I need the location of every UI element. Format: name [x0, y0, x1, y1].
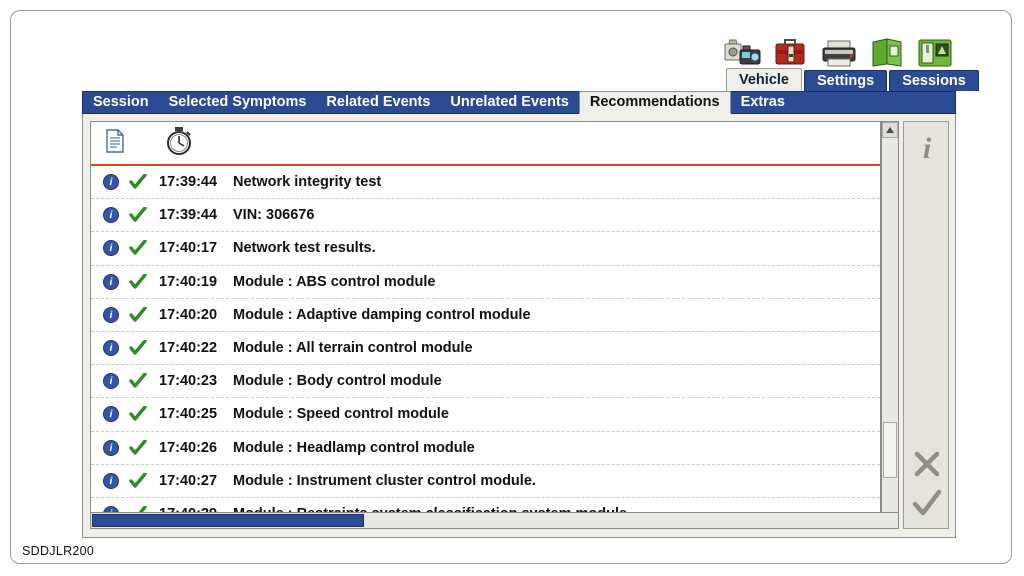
- row-time: 17:40:27: [159, 472, 218, 489]
- red-toolbox-icon[interactable]: [772, 30, 810, 70]
- check-icon: [129, 373, 147, 389]
- table-row[interactable]: [91, 232, 880, 265]
- vehicle-camera-icon[interactable]: [724, 30, 762, 70]
- info-icon: i: [103, 473, 119, 489]
- content-panel: [82, 114, 956, 538]
- check-icon: [129, 274, 147, 290]
- table-row[interactable]: [91, 465, 880, 498]
- info-icon: i: [103, 340, 119, 356]
- row-time: 17:40:17: [159, 240, 218, 257]
- tab-extras[interactable]: Extras: [740, 94, 785, 110]
- info-icon: i: [103, 406, 119, 422]
- horizontal-scrollbar[interactable]: [90, 512, 899, 529]
- info-icon: i: [103, 373, 119, 389]
- top-icon-strip: [724, 26, 954, 70]
- horizontal-scroll-thumb[interactable]: [92, 514, 364, 527]
- table-row[interactable]: [91, 332, 880, 365]
- info-icon: i: [103, 274, 119, 290]
- row-message: Module : Headlamp control module: [233, 439, 475, 456]
- row-time: 17:40:23: [159, 373, 218, 390]
- row-message: Network integrity test: [233, 174, 382, 191]
- log-row-list: [91, 166, 880, 529]
- scroll-up-button[interactable]: [882, 122, 898, 138]
- table-row[interactable]: [91, 398, 880, 431]
- row-message: Module : Adaptive damping control module: [233, 306, 531, 323]
- tab-vehicle[interactable]: Vehicle: [726, 68, 802, 91]
- table-row[interactable]: [91, 365, 880, 398]
- table-row[interactable]: [91, 432, 880, 465]
- row-message: Module : Speed control module: [233, 406, 449, 423]
- tab-recommendations[interactable]: Recommendations: [579, 91, 731, 114]
- cancel-button[interactable]: [910, 447, 944, 481]
- tab-selected-symptoms[interactable]: Selected Symptoms: [168, 94, 307, 110]
- info-glyph: i: [922, 132, 932, 165]
- green-book-icon[interactable]: [868, 30, 906, 70]
- document-icon[interactable]: [105, 129, 125, 158]
- cross-icon: [913, 450, 941, 478]
- tab-session[interactable]: Session: [93, 94, 149, 110]
- tab-sessions[interactable]: Sessions: [889, 70, 979, 91]
- tab-related-events[interactable]: Related Events: [326, 94, 431, 110]
- info-icon: i: [103, 174, 119, 190]
- vertical-scroll-thumb[interactable]: [883, 422, 897, 478]
- tab-unrelated-events[interactable]: Unrelated Events: [450, 94, 569, 110]
- row-time: 17:40:19: [159, 273, 218, 290]
- check-icon: [129, 307, 147, 323]
- printer-icon[interactable]: [820, 30, 858, 70]
- row-time: 17:40:22: [159, 340, 218, 357]
- row-message: Network test results.: [233, 240, 376, 257]
- chevron-up-icon: [886, 127, 894, 133]
- row-message: Module : ABS control module: [233, 273, 436, 290]
- info-icon: i: [103, 307, 119, 323]
- check-icon: [129, 406, 147, 422]
- row-message: VIN: 306676: [233, 207, 315, 224]
- vertical-scrollbar[interactable]: [881, 121, 899, 529]
- green-tools-icon[interactable]: [916, 30, 954, 70]
- table-row[interactable]: [91, 199, 880, 232]
- tick-icon: [912, 489, 942, 517]
- table-row[interactable]: [91, 166, 880, 199]
- tab-settings[interactable]: Settings: [804, 70, 887, 91]
- stopwatch-icon[interactable]: [165, 126, 193, 161]
- info-button[interactable]: [910, 132, 944, 166]
- check-icon: [129, 340, 147, 356]
- check-icon: [129, 440, 147, 456]
- info-icon: i: [103, 207, 119, 223]
- check-icon: [129, 207, 147, 223]
- log-listbox[interactable]: [90, 121, 881, 529]
- row-time: 17:39:44: [159, 207, 218, 224]
- list-toolbar: [91, 122, 880, 166]
- table-row[interactable]: [91, 299, 880, 332]
- side-button-strip: [903, 121, 949, 529]
- row-message: Module : Body control module: [233, 373, 442, 390]
- secondary-tab-bar: [82, 91, 956, 114]
- check-icon: [129, 240, 147, 256]
- row-message: Module : Instrument cluster control module.: [233, 472, 536, 489]
- info-icon: i: [103, 240, 119, 256]
- figure-caption: SDDJLR200: [22, 544, 95, 558]
- confirm-button[interactable]: [910, 486, 944, 520]
- row-time: 17:40:26: [159, 439, 218, 456]
- table-row[interactable]: [91, 266, 880, 299]
- row-time: 17:40:25: [159, 406, 218, 423]
- row-time: 17:39:44: [159, 174, 218, 191]
- row-message: Module : All terrain control module: [233, 340, 473, 357]
- row-time: 17:40:20: [159, 306, 218, 323]
- check-icon: [129, 473, 147, 489]
- info-icon: i: [103, 440, 119, 456]
- check-icon: [129, 174, 147, 190]
- primary-tab-bar: [726, 69, 981, 91]
